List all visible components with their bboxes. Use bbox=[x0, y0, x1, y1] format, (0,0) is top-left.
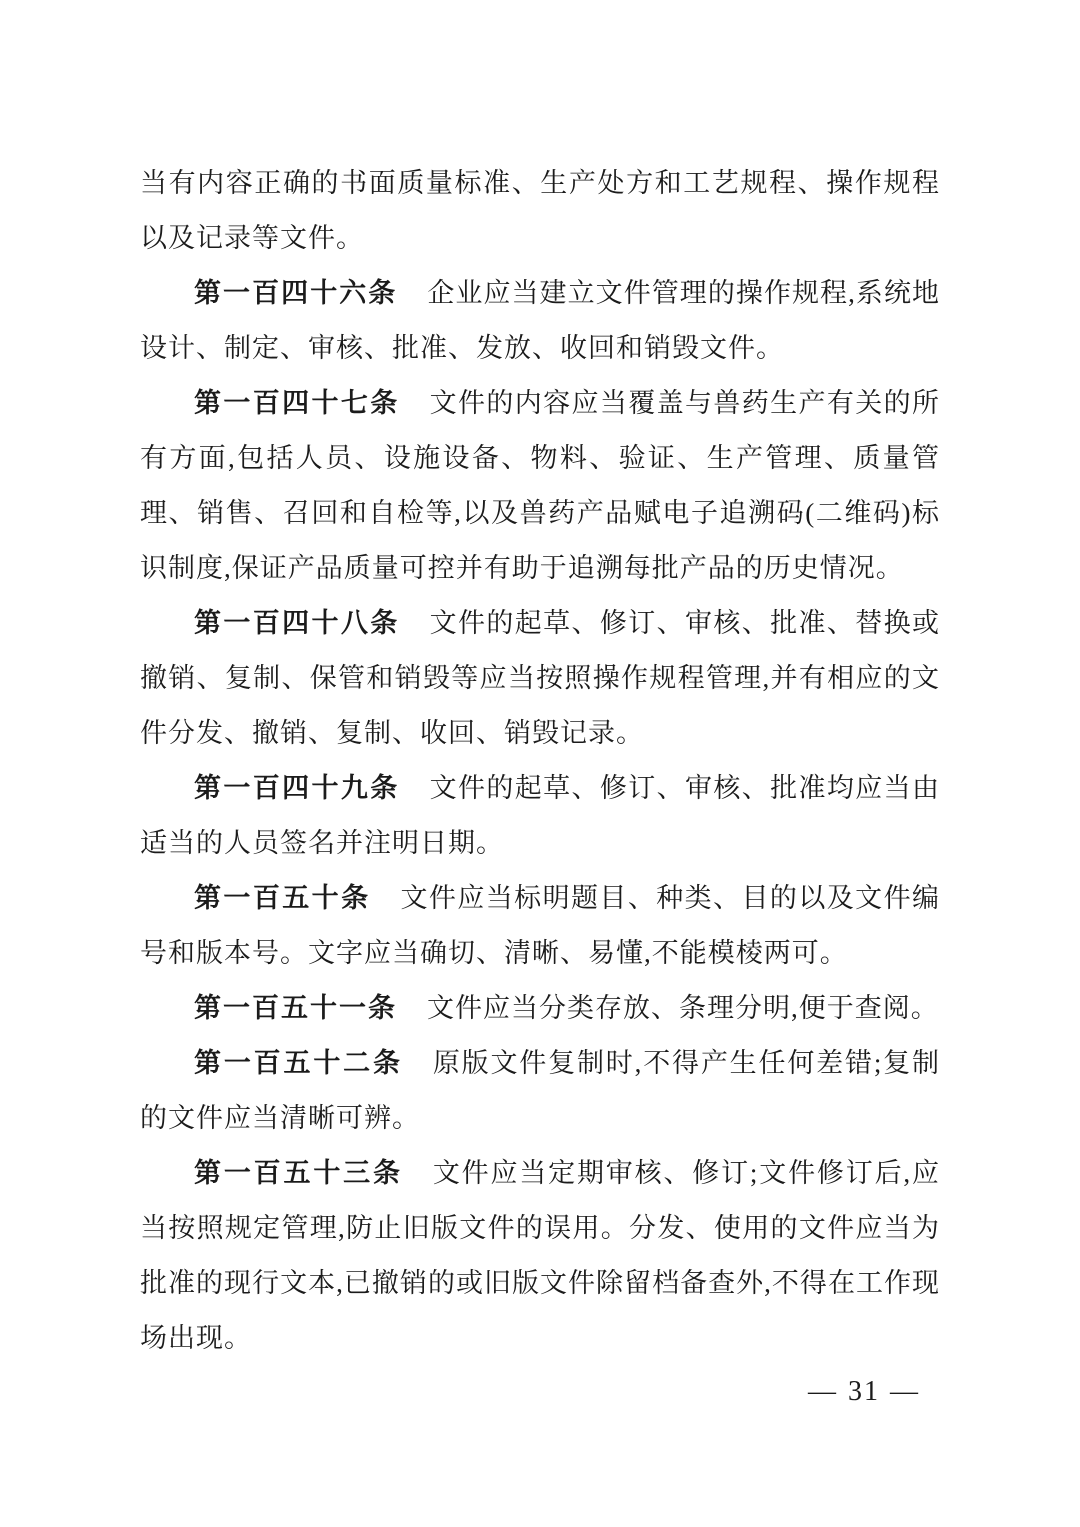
document-body bbox=[140, 156, 940, 1366]
article-text: 文件应当定期审核、修订;文件修订后,应当按照规定管理,防止旧版文件的误用。分发、使用的文件应当为批准的现行文本,已撤销的或旧版文件除留档备查外,不得在工作现场出现。 bbox=[140, 1158, 940, 1353]
article-number: 第一百五十条 bbox=[194, 883, 371, 913]
article-text: 文件的起草、修订、审核、批准均应当由适当的人员签名并注明日期。 bbox=[140, 773, 940, 858]
footer-left-dash: — bbox=[808, 1376, 838, 1407]
article-text: 文件的起草、修订、审核、批准、替换或撤销、复制、保管和销毁等应当按照操作规程管理,并有相应的文件分发、撤销、复制、收回、销毁记录。 bbox=[140, 608, 940, 748]
article-text: 文件应当标明题目、种类、目的以及文件编号和版本号。文字应当确切、清晰、易懂,不能模棱两可。 bbox=[140, 883, 940, 968]
article-text: 原版文件复制时,不得产生任何差错;复制的文件应当清晰可辨。 bbox=[140, 1048, 940, 1133]
article-number: 第一百四十七条 bbox=[194, 388, 400, 418]
article-number: 第一百五十一条 bbox=[194, 993, 397, 1023]
article-number: 第一百四十九条 bbox=[194, 773, 400, 803]
article-paragraph bbox=[140, 761, 940, 871]
article-paragraph bbox=[140, 266, 940, 376]
article-number: 第一百五十三条 bbox=[194, 1158, 403, 1188]
footer-right-dash: — bbox=[890, 1376, 920, 1407]
article-paragraph bbox=[140, 376, 940, 596]
article-number: 第一百四十八条 bbox=[194, 608, 400, 638]
article-number: 第一百五十二条 bbox=[194, 1048, 403, 1078]
article-text: 企业应当建立文件管理的操作规程,系统地设计、制定、审核、批准、发放、收回和销毁文件。 bbox=[140, 278, 941, 363]
article-paragraph bbox=[140, 871, 940, 981]
article-paragraph bbox=[140, 1146, 940, 1366]
article-number: 第一百四十六条 bbox=[194, 278, 398, 308]
page-number: 31 bbox=[848, 1376, 880, 1407]
article-text: 当有内容正确的书面质量标准、生产处方和工艺规程、操作规程以及记录等文件。 bbox=[140, 168, 940, 253]
article-paragraph bbox=[140, 981, 940, 1036]
article-paragraph bbox=[140, 596, 940, 761]
continuation-paragraph bbox=[140, 156, 940, 266]
page-footer bbox=[798, 1372, 930, 1412]
article-text: 文件的内容应当覆盖与兽药生产有关的所有方面,包括人员、设施设备、物料、验证、生产管理、质量管理、销售、召回和自检等,以及兽药产品赋电子追溯码(二维码)标识制度,保证产品质量可控并有助于追溯每批产品的历史情况。 bbox=[140, 388, 940, 583]
article-paragraph bbox=[140, 1036, 940, 1146]
article-text: 文件应当分类存放、条理分明,便于查阅。 bbox=[427, 993, 939, 1023]
